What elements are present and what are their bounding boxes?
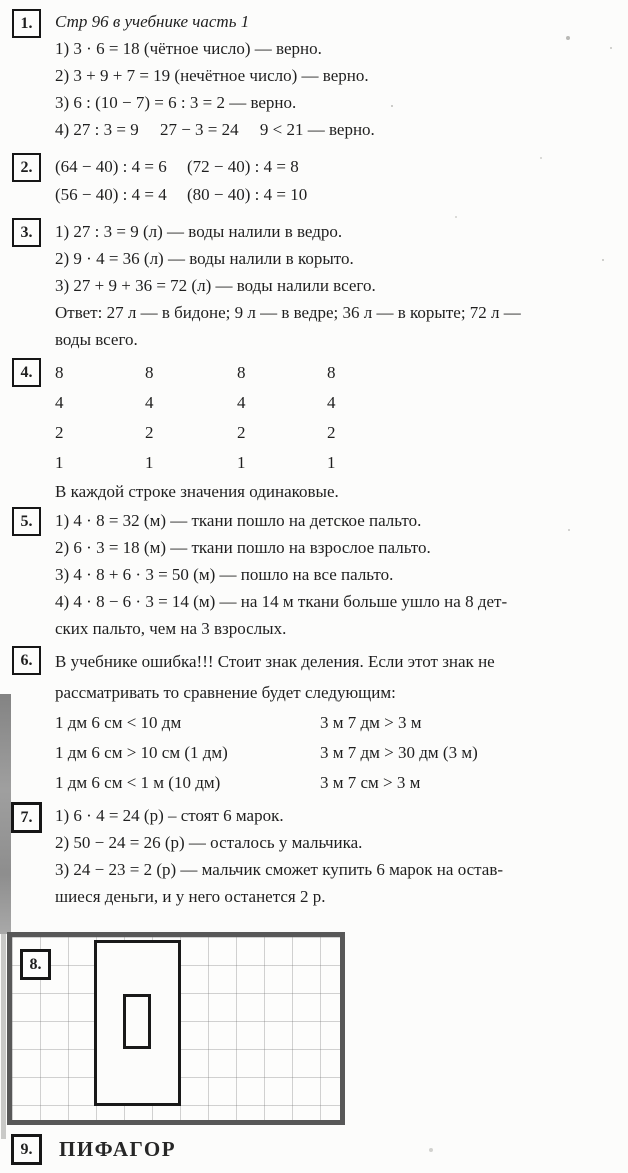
problem-1-section	[0, 9, 628, 143]
solution-line: 1) 6 · 4 = 24 (р) – стоят 6 марок.	[55, 806, 284, 825]
problem-5-section	[0, 507, 628, 642]
conclusion-line: В каждой строке значения одинаковые.	[55, 482, 339, 501]
table-cell: 2	[145, 423, 154, 442]
problem-7-number-badge: 7.	[11, 802, 42, 833]
note-line: рассматривать то сравнение будет следующим:	[55, 683, 396, 702]
table-cell: 2	[55, 423, 64, 442]
problem-5-number-badge: 5.	[12, 507, 41, 536]
solution-line	[55, 153, 628, 181]
solution-line: 3) 6 : (10 − 7) = 6 : 3 = 2 — верно.	[55, 93, 297, 112]
solution-line: 4) 27 : 3 = 9 27 − 3 = 24 9 < 21 — верно.	[55, 120, 375, 139]
scan-artifact-bar-thin	[1, 934, 6, 1139]
table-cell: 4	[327, 393, 336, 412]
table-cell: 8	[327, 363, 336, 382]
problem-7-section	[0, 802, 628, 910]
answer-line: Ответ: 27 л — в бидоне; 9 л — в ведре; 36 л — в корыте; 72 л —	[55, 303, 521, 322]
problem-3-section	[0, 218, 628, 353]
values-table	[55, 358, 628, 478]
table-cell: 1	[145, 453, 154, 472]
solution-line	[55, 181, 628, 209]
problem-8-number-badge: 8.	[20, 949, 51, 980]
table-cell: 2	[327, 423, 336, 442]
problem-9-section	[0, 1134, 628, 1165]
table-cell: 4	[237, 393, 246, 412]
inner-rectangle-shape	[123, 994, 151, 1049]
table-cell: 1	[55, 453, 64, 472]
problem-4-section	[0, 358, 628, 505]
solution-line: 4) 4 · 8 − 6 · 3 = 14 (м) — на 14 м ткани больше ушло на 8 дет-	[55, 592, 508, 611]
comparisons-left-column	[55, 708, 320, 798]
table-cell: 4	[145, 393, 154, 412]
table-cell: 8	[55, 363, 64, 382]
solution-line: 3) 24 − 23 = 2 (р) — мальчик сможет купить 6 марок на остав-	[55, 860, 504, 879]
problem-1-title: Стр 96 в учебнике часть 1	[55, 12, 250, 31]
comparisons-columns	[55, 708, 628, 798]
problem-9-answer-word: ПИФАГОР	[59, 1137, 177, 1161]
problem-1-number-badge: 1.	[12, 9, 41, 38]
equation: (56 − 40) : 4 = 4	[55, 185, 167, 204]
answer-line: воды всего.	[55, 330, 138, 349]
outer-rectangle-shape	[94, 940, 181, 1106]
table-cell: 8	[145, 363, 154, 382]
comparison-line: 1 дм 6 см > 10 см (1 дм)	[55, 743, 228, 762]
equation: (72 − 40) : 4 = 8	[187, 157, 299, 176]
problem-4-number-badge: 4.	[12, 358, 41, 387]
solution-line: ских пальто, чем на 3 взрослых.	[55, 619, 287, 638]
note-line: В учебнике ошибка!!! Стоит знак деления. Если этот знак не	[55, 652, 495, 671]
solution-line: 2) 50 − 24 = 26 (р) — осталось у мальчика.	[55, 833, 363, 852]
solution-line: 2) 3 + 9 + 7 = 19 (нечётное число) — верно.	[55, 66, 369, 85]
problem-6-number-badge: 6.	[12, 646, 41, 675]
comparisons-right-column	[320, 708, 478, 798]
comparison-line: 3 м 7 дм > 30 дм (3 м)	[320, 743, 478, 762]
solution-line: 2) 9 · 4 = 36 (л) — воды налили в корыто.	[55, 249, 354, 268]
solution-line: 2) 6 · 3 = 18 (м) — ткани пошло на взрослое пальто.	[55, 538, 431, 557]
table-cell: 8	[237, 363, 246, 382]
solution-line: 1) 4 · 8 = 32 (м) — ткани пошло на детское пальто.	[55, 511, 422, 530]
table-cell: 4	[55, 393, 64, 412]
comparison-line: 3 м 7 см > 3 м	[320, 773, 421, 792]
problem-3-number-badge: 3.	[12, 218, 41, 247]
problem-6-section	[0, 646, 628, 798]
table-cell: 2	[237, 423, 246, 442]
solution-line: 3) 4 · 8 + 6 · 3 = 50 (м) — пошло на все пальто.	[55, 565, 394, 584]
problem-2-number-badge: 2.	[12, 153, 41, 182]
problem-9-number-badge: 9.	[11, 1134, 42, 1165]
problem-8-figure	[7, 932, 345, 1125]
solution-line: 1) 3 · 6 = 18 (чётное число) — верно.	[55, 39, 322, 58]
comparison-line: 1 дм 6 см < 1 м (10 дм)	[55, 773, 221, 792]
equation: (80 − 40) : 4 = 10	[187, 185, 308, 204]
problem-2-section	[0, 153, 628, 209]
table-cell: 1	[237, 453, 246, 472]
solution-line: 3) 27 + 9 + 36 = 72 (л) — воды налили всего.	[55, 276, 376, 295]
comparison-line: 3 м 7 дм > 3 м	[320, 713, 422, 732]
comparison-line: 1 дм 6 см < 10 дм	[55, 713, 182, 732]
solution-line: шиеся деньги, и у него останется 2 р.	[55, 887, 326, 906]
solution-line: 1) 27 : 3 = 9 (л) — воды налили в ведро.	[55, 222, 343, 241]
table-cell: 1	[327, 453, 336, 472]
equation: (64 − 40) : 4 = 6	[55, 157, 167, 176]
